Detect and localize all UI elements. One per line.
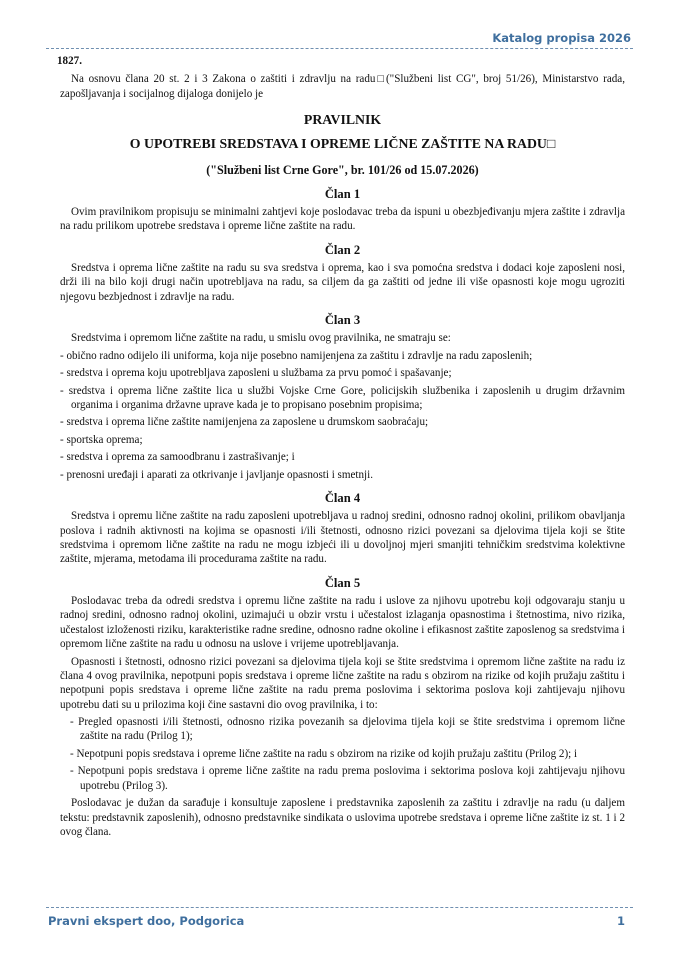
article-5-paragraph-1: Poslodavac treba da odredi sredstva i opremu lične zaštite na radu i uslove za njihovu upotrebu koji odgovaraju stanju u radnoj sredini, odnosno radnoj okolini, uzimajući u obzir vrstu i učestalost izlaganja opasnostima i štetnostima, nivo rizika, učestalost izloženosti riziku, karakteristike radne sredine, odnosno radne okoline i efikasnost zaštite zaposlenog sa sredstvima i opremom lične zaštite na radu u odnosu na uslove i vrijeme upotrebljavanja. (60, 594, 625, 650)
page-number: 1 (616, 914, 625, 928)
article-5-list-item: - Pregled opasnosti i/ili štetnosti, odnosno rizika povezanih sa djelovima tijela koji se štite sredstvima i opremom lične zaštite na radu (Prilog 1); (70, 715, 625, 743)
article-3-list-item: - prenosni uređaji i aparati za otkrivanje i javljanje opasnosti i smetnji. (60, 468, 373, 481)
article-3-list-item: - sredstva i oprema koju upotrebljava zaposleni u službama za prvu pomoć i spašavanje; (60, 367, 452, 380)
document-title: PRAVILNIK (303, 111, 382, 127)
document-subtitle: O UPOTREBI SREDSTAVA I OPREME LIČNE ZAŠTITE NA RADU□ (129, 136, 556, 152)
article-5-list-item: - Nepotpuni popis sredstava i opreme lične zaštite na radu s obzirom na rizike od kojih pružaju zaštitu (Prilog 2); i (70, 747, 578, 760)
article-2-paragraph: Sredstva i oprema lične zaštite na radu su sva sredstva i oprema, kao i sva pomoćna sredstva i dodaci koje zaposleni nosi, drži ili na bilo koji drugi način upotrebljava na radu, sa ciljem da ga zaštiti od jedne ili više opasnosti koje mogu ugroziti njegovu bezbjednost i zdravlje na radu. (60, 261, 625, 303)
article-3-list-item: - obično radno odijelo ili uniforma, koja nije posebno namijenjena za zaštitu i zdravlje na radu zaposlenih; (60, 349, 533, 362)
article-1-heading: Član 1 (324, 186, 361, 201)
document-body (57, 54, 625, 839)
article-2-heading: Član 2 (324, 242, 361, 257)
intro-paragraph: Na osnovu člana 20 st. 2 i 3 Zakona o zaštiti i zdravlju na radu□("Službeni list CG", broj 51/26), Ministarstvo rada, zapošljavanja i socijalnog dijaloga donijelo je (60, 73, 625, 100)
article-3-list-item: - sportska oprema; (60, 433, 143, 446)
article-1-paragraph: Ovim pravilnikom propisuju se minimalni zahtjevi koje poslodavac treba da ispuni u obezbjeđivanju mjera zaštite i zdravlja na radu prilikom upotrebe sredstava i opreme lične zaštite na radu. (60, 206, 625, 233)
article-3-heading: Član 3 (324, 312, 361, 327)
page-header (46, 26, 633, 49)
article-3-list-item: - sredstva i oprema za samoodbranu i zastrašivanje; i (60, 451, 295, 464)
page-footer (46, 907, 633, 928)
article-4-heading: Član 4 (324, 491, 361, 506)
article-5-paragraph-3: Poslodavac je dužan da sarađuje i konsultuje zaposlene i predstavnika zaposlenih za zaštitu i zdravlje na radu (u daljem tekstu: predstavnik zaposlenih), odnosno predstavnike sindikata o uslovima upotrebe sredstava i opreme lične zaštite iz st. 1 i 2 ovog člana. (60, 797, 625, 838)
article-5-list-item: - Nepotpuni popis sredstava i opreme lične zaštite na radu prema poslovima i sektorima poslova koji zahtijevaju njihovu upotrebu (Prilog 3). (70, 765, 625, 792)
article-3-list-item: - sredstva i oprema lične zaštite namijenjena za zaposlene u drumskom saobraćaju; (60, 416, 429, 429)
catalog-title: Katalog propisa 2026 (492, 31, 631, 45)
article-3-intro: Sredstvima i opremom lične zaštite na radu, u smislu ovog pravilnika, ne smatraju se: (71, 332, 451, 345)
article-5-heading: Član 5 (324, 575, 361, 590)
article-3-list-item: - sredstva i oprema lične zaštite lica u službi Vojske Crne Gore, policijskih službenika i zaposlenih u drugim državnim organima i organima državne uprave kada je to propisano posebnim propisima; (60, 384, 625, 411)
article-4-paragraph: Sredstva i opremu lične zaštite na radu zaposleni upotrebljava u radnoj sredini, odnosno radnoj okolini, prilikom obavljanja poslova i radnih aktivnosti na kojima se opasnosti i/ili štetnosti, odnosno rizici povezani sa djelovima tijela koji se štite sredstvima i opremom lične zaštite na radu ne mogu izbjeći ili u dovoljnoj mjeri smanjiti tehničkim sredstvima kolektivne zaštite, mjerama, metodama ili procedurama zaštite na radu. (60, 510, 625, 566)
publisher-name: Pravni ekspert doo, Podgorica (48, 914, 245, 928)
document-number: 1827. (57, 55, 82, 67)
article-5-paragraph-2: Opasnosti i štetnosti, odnosno rizici povezani sa djelovima tijela koji se štite sredstvima i opremom lične zaštite na radu iz člana 4 ovog pravilnika, nepotpuni popis sredstava i opreme lične zaštite na radu s obzirom na rizike od kojih pružaju zaštitu i nepotpuni popis sredstava i opreme lične zaštite na radu prema poslovima i sektorima poslova koji zahtijevaju njihovu upotrebu dati su u prilozima koji čine sastavni dio ovog pravilnika, i to: (60, 655, 625, 711)
gazette-reference: ("Službeni list Crne Gore", br. 101/26 od 15.07.2026) (206, 163, 479, 178)
